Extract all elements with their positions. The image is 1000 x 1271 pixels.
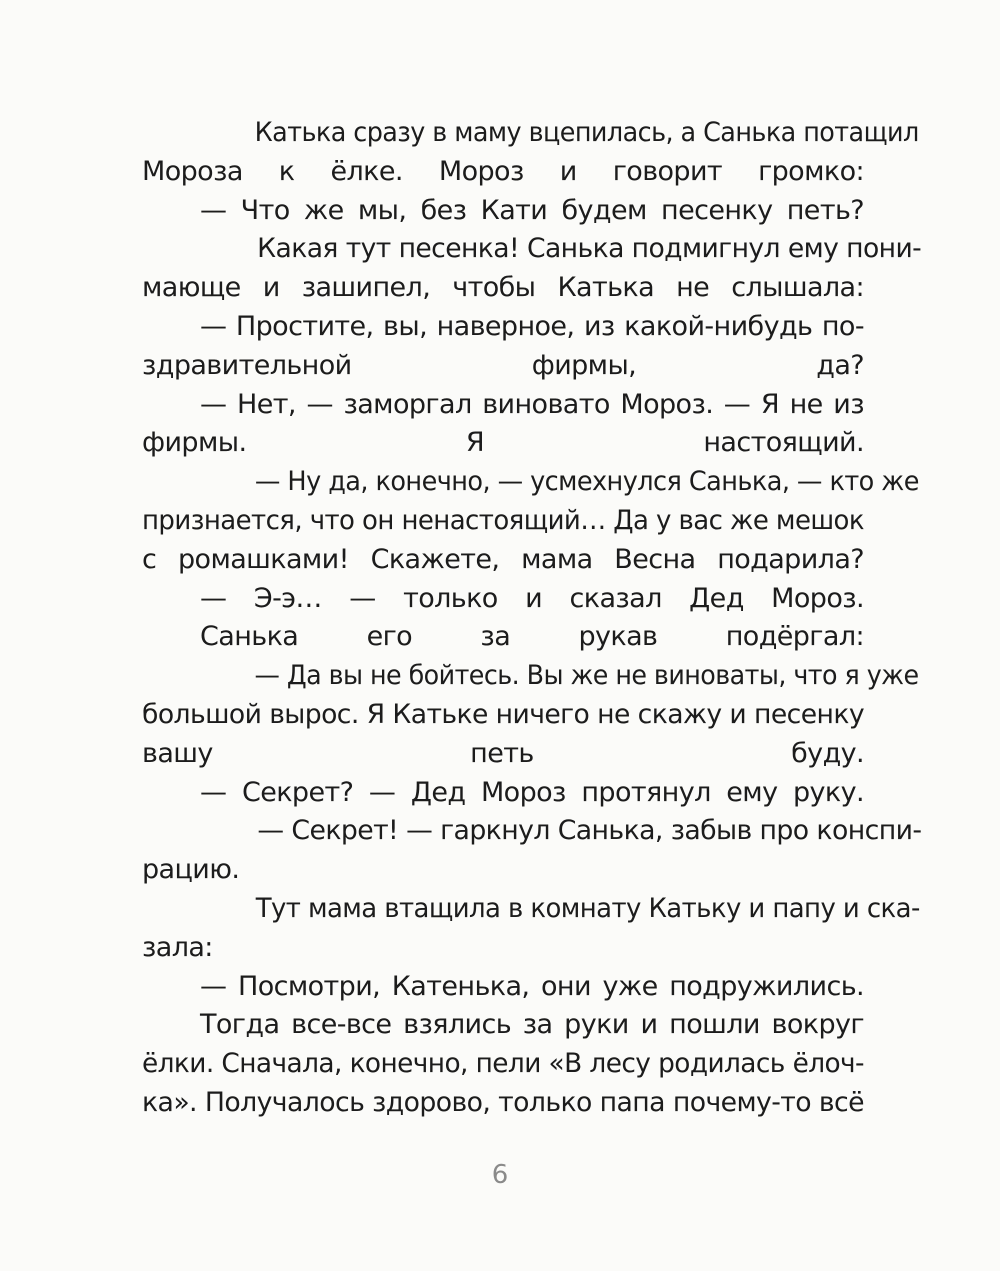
text-line: — Э-э… — только и сказал Дед Мороз. (200, 582, 864, 614)
text-line: Тогда все-все взялись за руки и пошли вокруг (200, 1009, 864, 1041)
text-line: рацию. (142, 854, 240, 886)
text-line: мающе и зашипел, чтобы Катька не слышала: (142, 272, 864, 304)
text-line: Катька сразу в маму вцепилась, а Санька потащил (254, 117, 919, 148)
text-line: Какая тут песенка! Санька подмигнул ему пони- (257, 233, 922, 265)
text-line: — Нет, — заморгал виновато Мороз. — Я не из (200, 388, 864, 420)
text-line: — Простите, вы, наверное, из какой-нибудь по- (200, 310, 864, 342)
text-line: — Секрет? — Дед Мороз протянул ему руку. (200, 776, 864, 808)
text-line: большой вырос. Я Катьке ничего не скажу и песенку (142, 698, 864, 730)
text-line: — Да вы не бойтесь. Вы же не виноваты, что я уже (254, 660, 919, 692)
text-line: Мороза к ёлке. Мороз и говорит громко: (142, 155, 864, 187)
text-line: ёлки. Сначала, конечно, пели «В лесу родилась ёлоч- (142, 1048, 864, 1080)
text-line: вашу петь буду. (142, 737, 864, 769)
text-line: — Ну да, конечно, — усмехнулся Санька, — кто же (254, 466, 919, 498)
story-text (142, 114, 922, 1123)
text-line: ка». Получалось здорово, только папа почему-то всё (142, 1086, 864, 1118)
text-line: здравительной фирмы, да? (142, 349, 864, 381)
text-line: — Посмотри, Катенька, они уже подружились. (200, 970, 864, 1002)
text-line: Тут мама втащила в комнату Катьку и папу и ска- (255, 892, 920, 924)
text-line: признается, что он ненастоящий… Да у вас же мешок (142, 504, 864, 536)
text-line: — Что же мы, без Кати будем песенку петь? (200, 194, 864, 226)
text-line: фирмы. Я настоящий. (142, 427, 864, 459)
text-line: зала: (142, 931, 213, 963)
text-line: с ромашками! Скажете, мама Весна подарила? (142, 543, 864, 575)
text-line: Санька его за рукав подёргал: (200, 621, 864, 653)
text-line: — Секрет! — гаркнул Санька, забыв про конспи- (257, 815, 922, 847)
page-number: 6 (491, 1160, 509, 1190)
